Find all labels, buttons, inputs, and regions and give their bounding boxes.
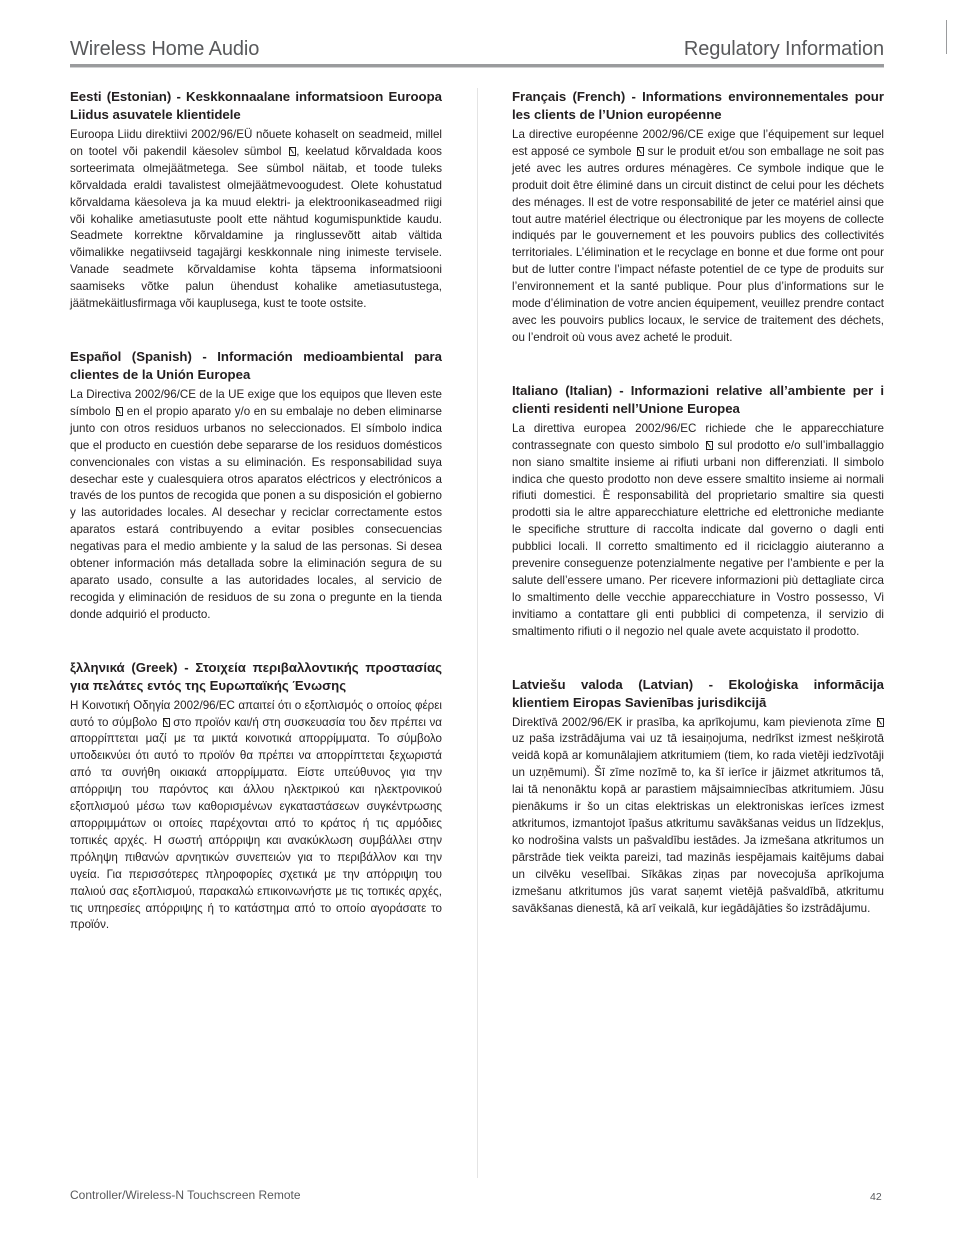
weee-bin-icon (705, 440, 712, 450)
footer-product-name: Controller/Wireless-N Touchscreen Remote (70, 1188, 301, 1202)
section-heading: Français (French) - Informations environnementales pour les clients de l’Union européenne (512, 89, 884, 122)
header-section-title: Regulatory Information (683, 38, 884, 60)
section-heading: ξλληνικά (Greek) - Στοιχεία περιβαλλοντικής προστασίας για πελάτες εντός της Ευρωπαϊκής Ένωσης (70, 659, 442, 693)
weee-bin-icon (636, 146, 643, 156)
section-body: Direktīvā 2002/96/EK ir prasība, ka aprīkojumu, kam pievienota zīme uz paša izstrādājuma vai uz tā iesaiņojuma, nedrīkst izmest nešķirotā veidā kopā ar komunālajiem atkritumiem (tiem, ko rada vietēji iedzīvotāji un uzņēmumi). Šī zīme nozīmē to, ka šī ierīce ir jāizmet atkritumos tā, lai tā nenonāktu kopā ar parastiem mājsaimniecības atkritumiem. Jūsu pienākums ir šo un citas elektriskas un elektroniskas ierīces izmest atkritumos, izmantojot īpašus atkritumu savākšanas veidus un līdzekļus, ko nodrošina valsts un pašvaldību iestādes. Ja izmešana atkritumos un pārstrāde tiek veikta pareizi, tad mazinās iespējamais kaitējums dabai un cilvēku veselībai. Sīkākas ziņas par novecojuša aprīkojuma izmešanu atkritumos jūs varat saņemt vietējā pašvaldībā, atkritumu savākšanas dienestā, kā arī veikalā, kur iegādājāties šo izstrādājumu. (512, 715, 884, 915)
section-greek (70, 659, 442, 935)
left-column (70, 88, 442, 969)
section-body: Euroopa Liidu direktiivi 2002/96/EÜ nõuete kohaselt on seadmeid, millel on tootel või pakendil käesolev sümbol , keelatud kõrvaldada koos sorteerimata olmejäätmetega. See sümbol näitab, et toode tuleks kõrvaldada eraldi tavalistest olmejäätmevoogudest. Olete kohustatud kõrvaldama käesoleva ja ka muud elektri- ja elektroonikaseadmed riigi või kohalike ametiasutuste poolt ette nähtud kogumispunktide kaudu. Seadmete korrektne kõrvaldamine ja ringlussevõtt aitab vältida võimalikke negatiivseid tagajärgi keskkonnale ning inimeste tervisele. Vanade seadmete kõrvaldamise kohta täpsema informatsiooni saamiseks võtke palun ühendust kohalike ametiasutustega, jäätmekäitlusfirmaga või kauplusega, kust te toote ostsite. (70, 128, 442, 311)
weee-bin-icon (876, 717, 883, 727)
page-edge-mark (946, 20, 947, 54)
weee-bin-icon (115, 406, 122, 416)
section-body: Η Κοινοτική Οδηγία 2002/96/EC απαιτεί ότι ο εξοπλισμός ο οποίος φέρει αυτό το σύμβολο στο προϊόν και/ή στη συσκευασία του δεν πρέπει να απορρίπτεται μαζί με τα μικτά κοινοτικά απορρίμματα. Το σύμβολο υποδεικνύει ότι αυτό το προϊόν θα πρέπει να απορρίπτεται ξεχωριστά από τα συνήθη οικιακά απορρίμματα. Είστε υπεύθυνος για την απόρριψη του παρόντος και άλλου ηλεκτρικού και ηλεκτρονικού εξοπλισμού μέσω των καθορισμένων εγκαταστάσεων συγκέντρωσης απορριμμάτων οι οποίες παρέχονται από το κράτος ή τις αρμόδιες τοπικές αρχές. Η σωστή απόρριψη και ανακύκλωση συμβάλλει στην πρόληψη πιθανών αρνητικών συνεπειών για το περιβάλλον και την υγεία. Για περισσότερες πληροφορίες σχετικά με την απόρριψη του παλιού σας εξοπλισμού, παρακαλώ επικοινωνήστε με τις τοπικές αρχές, τις υπηρεσίες απόρριψης ή το κατάστημα από το οποίο αγοράσατε το προϊόν. (70, 698, 442, 932)
weee-bin-icon (288, 146, 295, 156)
section-latvian (512, 676, 884, 918)
right-column (512, 88, 884, 952)
section-italian (512, 382, 884, 641)
column-divider (477, 88, 478, 1178)
section-french (512, 88, 884, 347)
section-body: La direttiva europea 2002/96/EC richiede che le apparecchiature contrassegnate con questo simbolo sul prodotto e/o sull’imballaggio non siano smaltite insieme ai rifiuti urbani non differenziati. Il simbolo indica che questo prodotto non deve essere smaltito insieme ai normali rifiuti domestici. È responsabilità del proprietario smaltire sia questi prodotti sia le altre apparecchiature elettriche ed elettroniche mediante le specifiche strutture di raccolta indicate dal governo o dagli enti pubblici locali. Il corretto smaltimento ed il riciclaggio aiuteranno a prevenire conseguenze potenzialmente negative per l’ambiente e per la salute dell’essere umano. Per ricevere informazioni più dettagliate circa lo smaltimento delle vecchie apparecchiature in Vostro possesso, Vi invitiamo a contattare gli enti pubblici di competenza, il servizio di smaltimento rifiuti o il negozio nel quale avete acquistato il prodotto. (512, 421, 884, 638)
page-header (70, 36, 884, 68)
section-estonian (70, 88, 442, 313)
section-body: La directive européenne 2002/96/CE exige que l’équipement sur lequel est apposé ce symbole sur le produit et/ou son emballage ne soit pas jeté avec les autres ordures ménagères. Ce symbole indique que le produit doit être éliminé dans un circuit distinct de celui pour les déchets des ménages. Il est de votre responsabilité de jeter ce matériel ainsi que tout autre matériel électrique ou électronique par les moyens de collecte indiqués par le gouvernement et les pouvoirs publics des collectivités territoriales. L’élimination et le recyclage en bonne et due forme ont pour but de lutter contre l’impact néfaste potentiel de ce type de produits sur l’environnement et la santé publique. Pour plus d’informations sur le mode d’élimination de votre ancien équipement, veuillez prendre contact avec les pouvoirs publics locaux, le service de traitement des déchets, ou l’endroit où vous avez acheté le produit. (512, 128, 884, 344)
section-heading: Eesti (Estonian) - Keskkonnaalane informatsioon Euroopa Liidus asuvatele klientidele (70, 89, 442, 122)
weee-bin-icon (162, 717, 169, 727)
page-number: 42 (870, 1191, 882, 1203)
section-heading: Latviešu valoda (Latvian) - Ekoloģiska informācija klientiem Eiropas Savienības jurisdikcijā (512, 676, 884, 710)
header-product-title: Wireless Home Audio (70, 38, 260, 60)
section-heading: Italiano (Italian) - Informazioni relative all’ambiente per i clienti residenti nell’Unione Europea (512, 382, 884, 416)
section-spanish (70, 348, 442, 624)
section-heading: Español (Spanish) - Información medioambiental para clientes de la Unión Europea (70, 348, 442, 382)
header-rule-shadow (70, 67, 884, 68)
section-body: La Directiva 2002/96/CE de la UE exige que los equipos que lleven este símbolo en el propio aparato y/o en su embalaje no deben eliminarse junto con otros residuos urbanos no seleccionados. El símbolo indica que el producto en cuestión debe separarse de los residuos domésticos convencionales con vistas a su eliminación. Es responsabilidad suya desechar este y cualesquiera otros aparatos eléctricos y electrónicos a través de los puntos de recogida que ponen a su disposición el gobierno y las autoridades locales. Al desechar y reciclar correctamente estos aparatos estará contribuyendo a evitar posibles consecuencias negativas para el medio ambiente y la salud de las personas. Si desea obtener información más detallada sobre la eliminación segura de su aparato usado, consulte a las autoridades locales, al servicio de recogida y eliminación de residuos de su zona o pregunte en la tienda donde adquirió el producto. (70, 387, 442, 621)
